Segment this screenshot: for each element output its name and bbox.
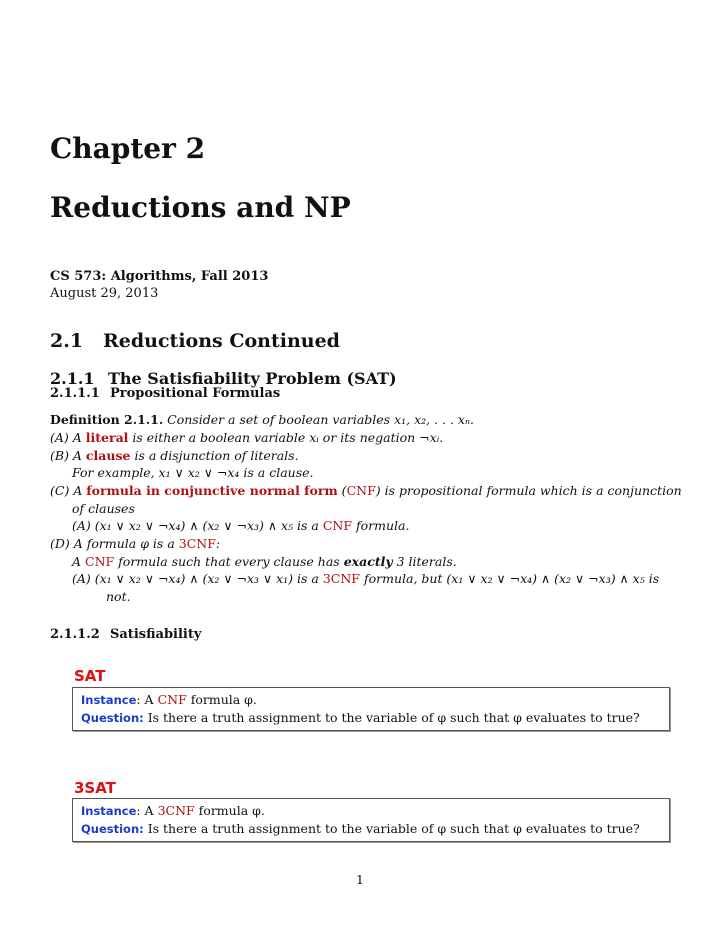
page-number: 1 [356, 872, 364, 887]
definition-item-c [50, 482, 682, 500]
abbr-cnf-example: CNF [322, 518, 353, 533]
chapter-title: Chapter 2 [50, 132, 206, 165]
abbr-cnf: CNF [346, 483, 376, 498]
section-heading [50, 330, 340, 352]
term-literal: literal [85, 430, 129, 445]
instance-label: Instance [81, 804, 137, 818]
problem-question-line [81, 820, 661, 838]
item-d-example-tail: formula, but (x₁ ∨ x₂ ∨ ¬x₄) ∧ (x₂ ∨ ¬x₃) ∧ x₅ is [359, 571, 660, 586]
instance-abbr: 3CNF [157, 803, 195, 818]
item-a-prefix: (A) A [50, 430, 86, 445]
problem-instance-line [81, 802, 661, 820]
item-d-line1-tail: 3 literals. [392, 554, 457, 569]
subsection-title: The Satisfiability Problem (SAT) [108, 369, 397, 388]
problem-box-3sat [72, 798, 670, 842]
item-c-open: ( [337, 483, 347, 498]
abbr-3cnf-example: 3CNF [322, 571, 360, 586]
subsection-number: 2.1.1 [50, 369, 95, 388]
subsubsection-title-1: Propositional Formulas [110, 386, 281, 401]
definition-item-d [50, 535, 220, 553]
item-d-example-formula: (A) (x₁ ∨ x₂ ∨ ¬x₄) ∧ (x₂ ∨ ¬x₃ ∨ x₁) is a [72, 571, 323, 586]
instance-prefix: : A [136, 803, 158, 818]
problem-question-line [81, 709, 661, 727]
problem-box-sat [72, 687, 670, 731]
instance-label: Instance [81, 693, 137, 707]
question-text: Is there a truth assignment to the variable of φ such that φ evaluates to true? [143, 710, 640, 725]
definition-intro: Consider a set of boolean variables x₁, x₂, . . . xₙ. [167, 412, 475, 427]
item-b-prefix: (B) A [50, 448, 86, 463]
subsubsection-heading-1 [50, 386, 280, 401]
problem-title-sat: SAT [74, 667, 106, 685]
item-d-prefix: (D) A formula φ is a [50, 536, 179, 551]
item-c-example [72, 517, 409, 535]
emphasis-exactly: exactly [343, 554, 393, 569]
course-name: CS 573: Algorithms, Fall 2013 [50, 269, 269, 284]
instance-text: formula φ. [186, 692, 257, 707]
item-c-text: ) is propositional formula which is a conjunction [375, 483, 682, 498]
definition-label: Definition 2.1.1. [50, 412, 164, 427]
section-number: 2.1 [50, 330, 84, 352]
abbr-3cnf: 3CNF [178, 536, 216, 551]
item-c-prefix: (C) A [50, 483, 87, 498]
section-title: Reductions Continued [103, 330, 340, 352]
item-c-continuation: of clauses [72, 501, 135, 516]
question-label: Question: [81, 822, 144, 836]
item-d-line1-text: formula such that every clause has [114, 554, 344, 569]
subsubsection-number-1: 2.1.1.1 [50, 386, 100, 401]
question-label: Question: [81, 711, 144, 725]
subsubsection-heading-2 [50, 627, 201, 642]
item-b-example: For example, x₁ ∨ x₂ ∨ ¬x₄ is a clause. [72, 465, 314, 480]
item-d-example [72, 570, 659, 588]
item-c-example-tail: formula. [352, 518, 410, 533]
subsubsection-title-2: Satisfiability [110, 627, 202, 642]
item-d-line1 [72, 553, 457, 571]
item-d-example-continuation: not. [106, 589, 131, 604]
item-c-example-formula: (A) (x₁ ∨ x₂ ∨ ¬x₄) ∧ (x₂ ∨ ¬x₃) ∧ x₅ is a [72, 518, 323, 533]
item-b-text: is a disjunction of literals. [130, 448, 299, 463]
course-date: August 29, 2013 [50, 286, 159, 301]
subsubsection-number-2: 2.1.1.2 [50, 627, 100, 642]
term-cnf-full: formula in conjunctive normal form [86, 483, 338, 498]
definition-item-a [50, 429, 443, 447]
question-text: Is there a truth assignment to the variable of φ such that φ evaluates to true? [143, 821, 640, 836]
instance-prefix: : A [136, 692, 158, 707]
term-clause: clause [85, 448, 131, 463]
instance-text: formula φ. [194, 803, 265, 818]
definition-intro-line [50, 411, 474, 429]
item-d-line1-prefix: A [72, 554, 86, 569]
definition-item-b [50, 447, 299, 465]
abbr-cnf-d: CNF [85, 554, 115, 569]
chapter-subtitle: Reductions and NP [50, 191, 351, 224]
item-a-text: is either a boolean variable xᵢ or its negation ¬xᵢ. [128, 430, 444, 445]
problem-title-3sat: 3SAT [74, 779, 116, 797]
item-d-colon: : [215, 536, 221, 551]
problem-instance-line [81, 691, 661, 709]
instance-abbr: CNF [157, 692, 187, 707]
